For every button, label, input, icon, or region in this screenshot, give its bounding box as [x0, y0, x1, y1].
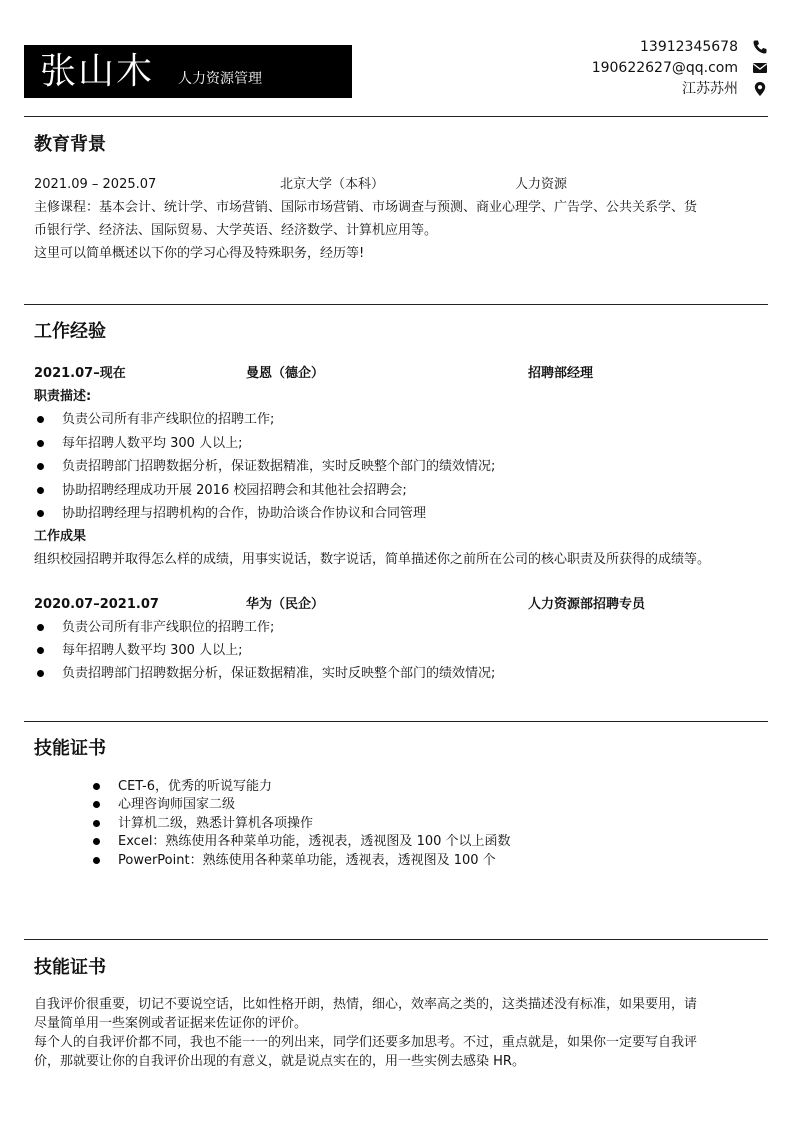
self-eval-line: 价，那就要让你的自我评价出现的有意义，就是说点实在的，用一些实例去感染 HR。 — [34, 1054, 525, 1069]
target-position: 人力资源管理 — [178, 71, 262, 87]
skills-heading: 技能证书 — [34, 738, 106, 759]
education-courses-line: 主修课程：基本会计、统计学、市场营销、国际市场营销、市场调查与预测、商业心理学、广告学、公共关系学、货 — [34, 200, 698, 215]
education-heading: 教育背景 — [34, 134, 106, 155]
job1-duty: 协助招聘经理与招聘机构的合作，协助洽谈合作协议和合同管理 — [62, 506, 427, 521]
bullet — [37, 440, 44, 447]
education-period: 2021.09 – 2025.07 — [34, 177, 157, 192]
location-pin-icon — [752, 81, 768, 97]
phone-number: 13912345678 — [640, 39, 738, 55]
bullet — [93, 820, 100, 827]
bullet — [37, 647, 44, 654]
job2-position: 人力资源部招聘专员 — [528, 597, 646, 612]
skill-item: Excel：熟练使用各种菜单功能，透视表，透视图及 100 个以上函数 — [118, 834, 511, 849]
bullet — [37, 416, 44, 423]
work-heading: 工作经验 — [34, 321, 106, 342]
education-major: 人力资源 — [515, 177, 568, 192]
job2-duty: 每年招聘人数平均 300 人以上; — [62, 643, 243, 658]
job1-duty: 负责招聘部门招聘数据分析，保证数据精准，实时反映整个部门的绩效情况; — [62, 459, 496, 474]
job1-duty: 协助招聘经理成功开展 2016 校园招聘会和其他社会招聘会; — [62, 483, 407, 498]
candidate-name: 张山木 — [40, 51, 155, 92]
job1-period: 2021.07–现在 — [34, 366, 126, 381]
education-courses-line: 币银行学、经济法、国际贸易、大学英语、经济数学、计算机应用等。 — [34, 223, 438, 238]
job1-duty: 负责公司所有非产线职位的招聘工作; — [62, 412, 275, 427]
divider — [24, 116, 768, 117]
bullet — [37, 487, 44, 494]
job2-duty: 负责招聘部门招聘数据分析，保证数据精准，实时反映整个部门的绩效情况; — [62, 666, 496, 681]
self-eval-heading: 技能证书 — [34, 957, 106, 978]
phone-icon — [752, 39, 768, 55]
self-eval-line: 尽量简单用一些案例或者证据来佐证你的评价。 — [34, 1016, 308, 1031]
job2-period: 2020.07–2021.07 — [34, 597, 159, 612]
job1-position: 招聘部经理 — [528, 366, 594, 381]
job1-results: 组织校园招聘并取得怎么样的成绩，用事实说话，数字说话，简单描述你之前所在公司的核心职责及所获得的成绩等。 — [34, 552, 711, 567]
education-summary: 这里可以简单概述以下你的学习心得及特殊职务，经历等! — [34, 246, 365, 261]
bullet — [93, 783, 100, 790]
skill-item: 心理咨询师国家二级 — [118, 797, 236, 812]
email-address: 190622627@qq.com — [591, 60, 738, 76]
bullet — [93, 857, 100, 864]
divider — [24, 721, 768, 722]
job1-results-label: 工作成果 — [34, 529, 87, 544]
skill-item: CET-6，优秀的听说写能力 — [118, 779, 273, 794]
location-text: 江苏苏州 — [682, 81, 738, 97]
divider — [24, 304, 768, 305]
job1-duty: 每年招聘人数平均 300 人以上; — [62, 436, 243, 451]
bullet — [37, 624, 44, 631]
job2-duty: 负责公司所有非产线职位的招聘工作; — [62, 620, 275, 635]
job2-company: 华为（民企） — [246, 597, 325, 612]
mail-icon — [752, 60, 768, 76]
skill-item: 计算机二级，熟悉计算机各项操作 — [118, 816, 314, 831]
bullet — [93, 801, 100, 808]
bullet — [37, 670, 44, 677]
job1-duties-label: 职责描述: — [34, 389, 92, 404]
self-eval-line: 自我评价很重要，切记不要说空话，比如性格开朗，热情，细心，效率高之类的，这类描述没有标准，如果要用，请 — [34, 997, 698, 1012]
divider — [24, 939, 768, 940]
education-school: 北京大学（本科） — [280, 177, 385, 192]
bullet — [93, 838, 100, 845]
bullet — [37, 510, 44, 517]
bullet — [37, 463, 44, 470]
job1-company: 曼恩（德企） — [246, 366, 325, 381]
skill-item: PowerPoint：熟练使用各种菜单功能，透视表，透视图及 100 个 — [118, 853, 496, 868]
self-eval-line: 每个人的自我评价都不同，我也不能一一的列出来，同学们还要多加思考。不过，重点就是，如果你一定要写自我评 — [34, 1035, 698, 1050]
